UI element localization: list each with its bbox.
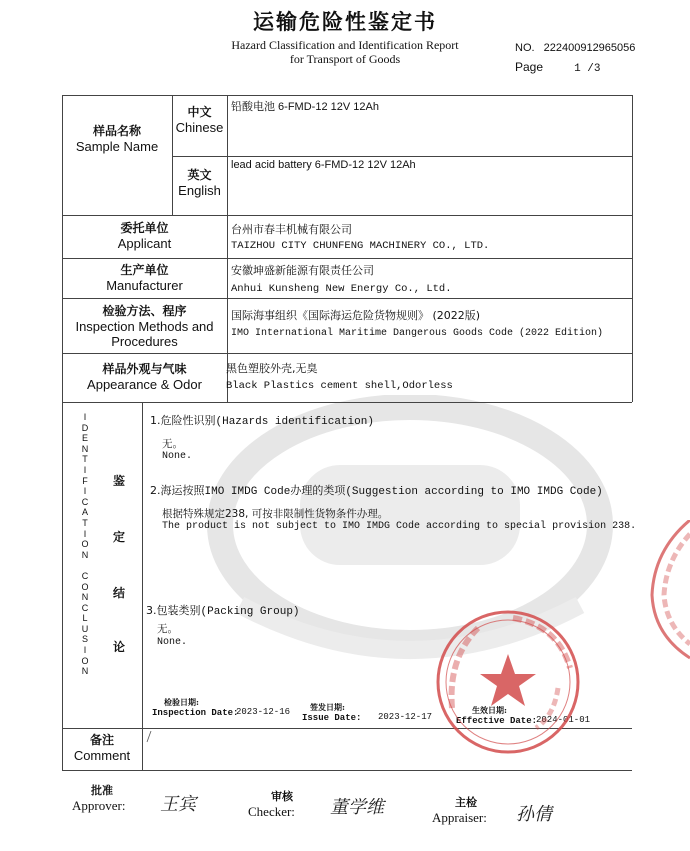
applicant-label	[62, 219, 227, 251]
sample-name-english-value: lead acid battery 6-FMD-12 12V 12Ah	[231, 159, 416, 171]
appraiser-label-en: Appraiser:	[432, 810, 487, 825]
section-3-title-en: (Packing Group)	[200, 606, 300, 618]
methods-label	[62, 302, 227, 349]
sample-name-label-cn: 样品名称	[92, 124, 141, 138]
vertical-letter: S	[81, 634, 88, 645]
table-border-bottom	[62, 770, 632, 771]
table-rule	[62, 402, 632, 403]
manufacturer-value-en: Anhui Kunsheng New Energy Co., Ltd.	[231, 283, 452, 295]
vertical-letter: I	[83, 528, 87, 539]
vertical-letter: I	[83, 645, 87, 656]
vertical-letter: E	[81, 433, 88, 444]
vertical-letter: I	[83, 412, 87, 422]
vertical-label-cn-1: 鉴	[113, 474, 126, 488]
methods-label-en-1: Inspection Methods and	[75, 319, 214, 334]
methods-value-en: IMO International Maritime Dangerous Goods Code (2022 Edition)	[231, 328, 604, 339]
section-1-title	[150, 412, 374, 428]
official-seal-icon	[418, 598, 598, 758]
report-number-value: 222400912965056	[543, 42, 636, 54]
applicant-label-en: Applicant	[117, 236, 172, 251]
approver-label-en: Approver:	[72, 798, 126, 813]
chinese-label	[172, 103, 227, 135]
table-rule	[62, 353, 632, 354]
manufacturer-label-en: Manufacturer	[106, 278, 183, 293]
comment-label	[62, 731, 142, 763]
vertical-letter: F	[82, 475, 88, 486]
appraiser-block	[432, 794, 500, 826]
vertical-letter: O	[81, 539, 89, 550]
report-number	[515, 42, 635, 54]
vertical-letter: C	[81, 570, 89, 581]
vertical-letter	[78, 560, 92, 571]
table-border-right	[632, 95, 633, 402]
chinese-label-cn: 中文	[187, 105, 212, 119]
checker-signature: 董学维	[330, 797, 384, 818]
title-en-line-1: Hazard Classification and Identification Report	[231, 38, 459, 52]
vertical-letter: O	[81, 655, 89, 666]
checker-label-en: Checker:	[248, 804, 295, 819]
partial-seal-icon	[646, 520, 690, 660]
vertical-letter: N	[81, 592, 89, 603]
inspection-date-label-cn: 检验日期:	[164, 697, 199, 707]
vertical-label-cn-3: 结	[113, 586, 126, 600]
section-2-title-en: (Suggestion according to IMO IMDG Code)	[345, 486, 603, 498]
table-rule	[227, 95, 228, 402]
vertical-letter: C	[81, 496, 89, 507]
section-2-title	[150, 482, 603, 498]
english-label-cn: 英文	[187, 168, 212, 182]
methods-label-en-2: Procedures	[111, 334, 178, 349]
sample-name-label	[62, 122, 172, 154]
page-indicator	[515, 60, 601, 75]
checker-block	[248, 788, 316, 820]
applicant-value-en: TAIZHOU CITY CHUNFENG MACHINERY CO., LTD.	[231, 240, 490, 252]
vertical-letter: I	[83, 486, 87, 497]
vertical-letter: C	[81, 602, 89, 613]
issue-date-label-en: Issue Date:	[302, 713, 362, 723]
manufacturer-label	[62, 261, 227, 293]
vertical-letter: A	[81, 507, 88, 518]
identification-conclusion-vertical-label	[78, 412, 92, 677]
manufacturer-value-cn: 安徽坤盛新能源有限责任公司	[231, 264, 374, 277]
approver-label-cn: 批准	[91, 784, 113, 797]
inspection-date	[152, 697, 238, 718]
section-3-value-cn: 无。	[157, 623, 178, 635]
approver-block	[72, 782, 132, 814]
section-3-value-en: None.	[157, 637, 188, 648]
vertical-letter: T	[82, 517, 88, 528]
appraiser-label-cn: 主检	[455, 796, 477, 809]
table-rule	[62, 258, 632, 259]
effective-date-label-en: Effective Date:	[456, 716, 538, 726]
english-label	[172, 166, 227, 198]
issue-date	[302, 702, 361, 723]
section-1-title-cn: 1.危险性识别	[150, 414, 216, 427]
table-rule	[172, 156, 632, 157]
table-rule	[142, 402, 143, 770]
appearance-label	[62, 360, 227, 392]
table-border-top	[62, 95, 632, 96]
issue-date-label-cn: 签发日期:	[310, 702, 345, 712]
comment-slash-mark	[146, 731, 152, 743]
section-1-value-en: None.	[162, 451, 193, 462]
page-label: Page	[515, 60, 544, 74]
chinese-label-en: Chinese	[175, 120, 224, 135]
vertical-letter: L	[82, 613, 88, 624]
vertical-letter: O	[81, 581, 89, 592]
issue-date-value: 2023-12-17	[378, 712, 433, 722]
applicant-value-cn: 台州市春丰机械有限公司	[231, 223, 352, 236]
appraiser-signature: 孙倩	[516, 804, 552, 825]
appearance-value-cn: 黑色塑胶外壳,无臭	[226, 362, 318, 375]
comment-label-cn: 备注	[89, 733, 114, 747]
section-2-value-en: The product is not subject to IMO IMDG Code according to special provision 238.	[162, 521, 637, 532]
vertical-letter: N	[81, 666, 89, 677]
methods-value-cn: 国际海事组织《国际海运危险货物规则》 (2022版)	[231, 309, 481, 322]
section-1-title-en: (Hazards identification)	[215, 416, 374, 428]
approver-signature: 王宾	[160, 794, 196, 815]
vertical-letter: I	[83, 464, 87, 475]
section-2-title-cn: 2.海运按照	[150, 484, 205, 497]
section-3-title	[146, 602, 300, 618]
appearance-value-en: Black Plastics cement shell,Odorless	[226, 380, 453, 392]
report-number-label: NO.	[515, 42, 535, 54]
vertical-letter: N	[81, 549, 89, 560]
vertical-letter: U	[81, 623, 89, 634]
sample-name-chinese-value: 铅酸电池 6-FMD-12 12V 12Ah	[231, 101, 379, 113]
vertical-label-cn-2: 定	[113, 530, 126, 544]
vertical-letter: D	[81, 422, 89, 433]
inspection-date-label-en: Inspection Date:	[152, 708, 239, 718]
section-1-value-cn: 无。	[162, 438, 183, 450]
checker-label-cn: 审核	[271, 790, 293, 803]
comment-label-en: Comment	[73, 748, 131, 763]
effective-date-label-cn: 生效日期:	[472, 705, 507, 715]
page-value: 1 /3	[574, 63, 601, 75]
sample-name-label-en: Sample Name	[75, 139, 159, 154]
section-2-title-code: IMO IMDG Code	[204, 486, 291, 498]
vertical-letter: T	[82, 454, 88, 465]
table-rule	[62, 298, 632, 299]
document-title-en	[145, 38, 545, 66]
inspection-date-value: 2023-12-16	[236, 707, 291, 717]
applicant-label-cn: 委托单位	[120, 221, 169, 235]
section-2-value-cn: 根据特殊规定238, 可按非限制性货物条件办理。	[162, 508, 389, 520]
english-label-en: English	[178, 183, 221, 198]
manufacturer-label-cn: 生产单位	[120, 263, 169, 277]
table-rule	[62, 215, 632, 216]
appearance-label-en: Appearance & Odor	[87, 377, 202, 392]
title-en-line-2: for Transport of Goods	[289, 52, 401, 66]
table-border-left	[62, 95, 63, 770]
document-title-cn: 运输危险性鉴定书	[253, 9, 437, 34]
vertical-letter: N	[81, 443, 89, 454]
vertical-label-cn-4: 论	[113, 640, 126, 654]
section-2-title-cn2: 办理的类项	[290, 484, 346, 497]
section-3-title-cn: 3.包装类别	[146, 604, 201, 617]
appearance-label-cn: 样品外观与气味	[102, 362, 187, 376]
methods-label-cn: 检验方法、程序	[102, 304, 187, 318]
effective-date-value: 2024-01-01	[536, 715, 591, 725]
